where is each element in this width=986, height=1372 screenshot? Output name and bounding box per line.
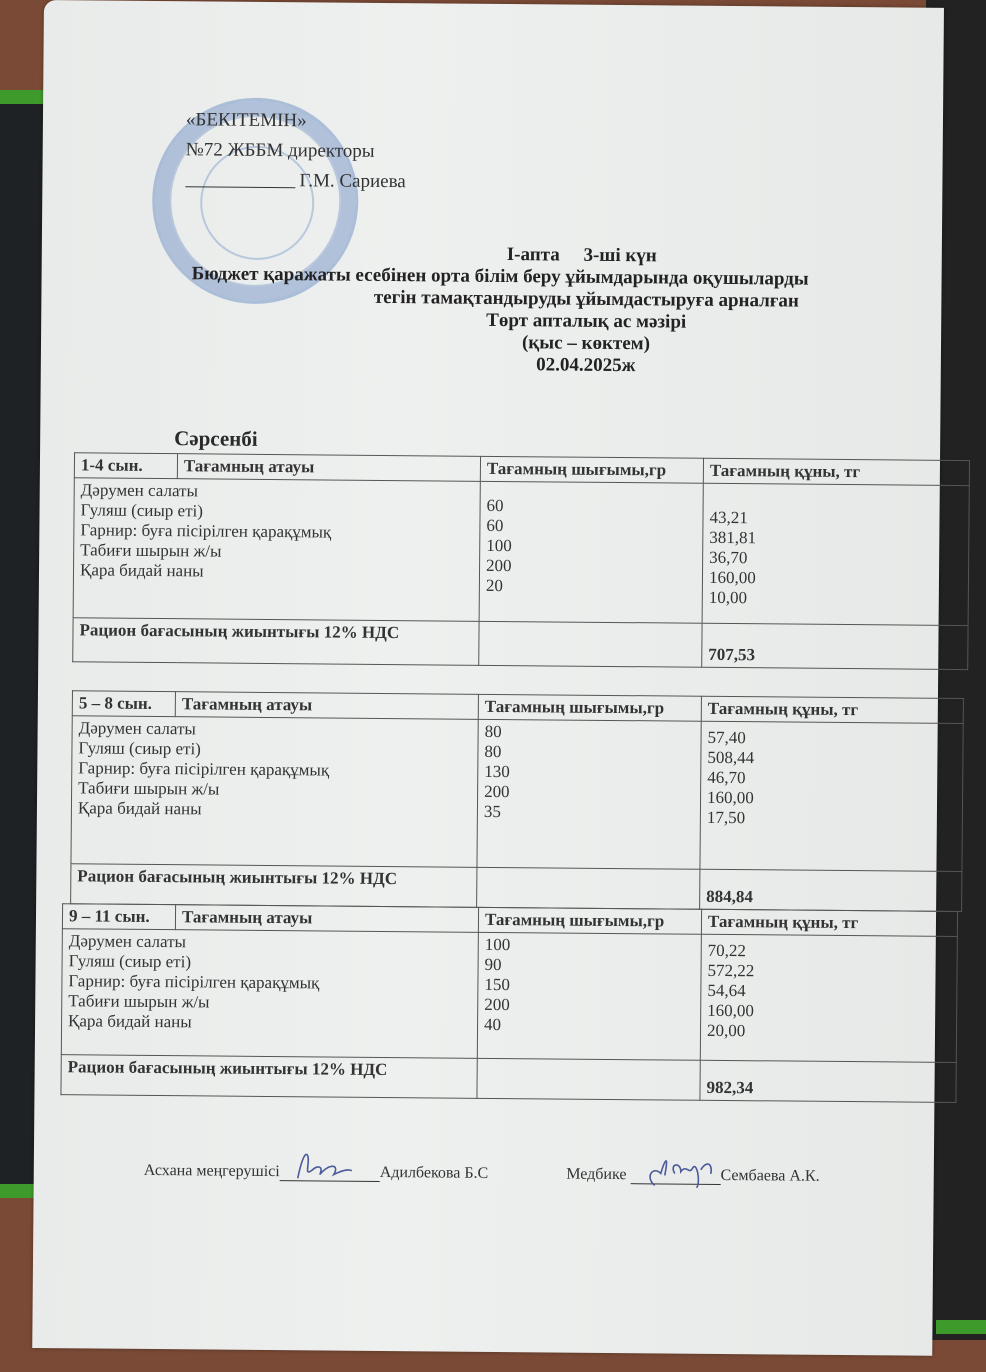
- menu-table-grades-1-4: [72, 452, 970, 670]
- grade-label: 5 – 8 сын.: [72, 691, 175, 717]
- background-mat-trim: [936, 1320, 986, 1334]
- dish-item: Қара бидай наны: [79, 560, 204, 581]
- yield-value: 200: [484, 781, 510, 802]
- dish-item: Табиғи шырын ж/ы: [80, 540, 222, 561]
- yield-value: 40: [483, 1014, 502, 1035]
- price-value: 381,81: [709, 527, 757, 548]
- dish-list: [73, 478, 480, 622]
- dish-item: Гарнир: буға пісірілген қарақұмық: [78, 758, 330, 780]
- price-value: 54,64: [707, 980, 746, 1001]
- day-number-label: 3-ші күн: [583, 244, 657, 267]
- yield-value: 60: [486, 495, 504, 516]
- signature-row: [144, 1161, 820, 1186]
- column-name-header: Тағамның атауы: [175, 692, 478, 720]
- price-value: 160,00: [706, 787, 754, 808]
- column-price-header: Тағамның құны, тг: [701, 696, 963, 723]
- total-value: 884,84: [700, 869, 962, 911]
- yield-value: 60: [486, 515, 504, 536]
- dish-item: Гуляш (сиыр еті): [78, 738, 201, 759]
- dish-item: Дәрумен салаты: [68, 931, 187, 952]
- approval-block: [185, 105, 406, 197]
- yield-list: [477, 719, 701, 869]
- menu-table-grades-9-11: [60, 903, 958, 1103]
- dish-item: Гуляш (сиыр еті): [80, 500, 204, 521]
- price-value: 36,70: [709, 547, 748, 568]
- dish-item: Гарнир: буға пісірілген қарақұмық: [68, 971, 320, 993]
- dish-item: Табиғи шырын ж/ы: [68, 991, 210, 1012]
- approval-name: Г.М. Сариева: [299, 170, 406, 193]
- column-price-header: Тағамның құны, тг: [701, 909, 957, 936]
- column-yield-header: Тағамның шығымы,гр: [480, 456, 703, 483]
- approval-position: №72 ЖББМ директоры: [185, 139, 375, 162]
- yield-value: 130: [484, 761, 510, 782]
- grade-label: 9 – 11 сын.: [62, 904, 175, 930]
- total-label: Рацион бағасының жиынтығы 12% НДС: [61, 1055, 477, 1099]
- medic-name: Сембаева А.К.: [720, 1166, 820, 1185]
- price-value: 572,22: [707, 960, 755, 981]
- column-yield-header: Тағамның шығымы,гр: [478, 694, 701, 721]
- dish-item: Дәрумен салаты: [80, 480, 199, 501]
- price-value: 46,70: [707, 767, 746, 788]
- total-label: Рацион бағасының жиынтығы 12% НДС: [71, 864, 477, 908]
- total-spacer: [477, 867, 700, 909]
- price-list: [700, 721, 963, 871]
- menu-title: Төрт апталық ас мәзірі: [486, 309, 687, 333]
- yield-value: 200: [484, 994, 510, 1015]
- price-value: 508,44: [707, 747, 755, 768]
- yield-value: 80: [484, 741, 502, 762]
- yield-value: 80: [484, 721, 502, 742]
- price-value: 57,40: [707, 727, 746, 748]
- total-value: 707,53: [702, 623, 968, 669]
- dish-item: Қара бидай наны: [68, 1011, 192, 1032]
- total-label: Рацион бағасының жиынтығы 12% НДС: [73, 618, 479, 666]
- price-value: 70,22: [707, 940, 747, 961]
- yield-value: 150: [484, 974, 511, 995]
- season-label: (қыс – көктем): [521, 332, 651, 355]
- column-name-header: Тағамның атауы: [175, 905, 478, 933]
- yield-value: 20: [485, 575, 503, 596]
- yield-list: [477, 932, 701, 1060]
- document-page: [32, 0, 944, 1356]
- week-label: І-апта: [506, 244, 560, 266]
- dish-list: [61, 929, 478, 1059]
- purpose-line-2: тегін тамақтандыруды ұйымдастыруға арналған: [373, 286, 799, 312]
- yield-value: 100: [486, 535, 512, 556]
- dish-item: Гарнир: буға пісірілген қарақұмық: [80, 520, 332, 542]
- price-value: 43,21: [709, 507, 748, 528]
- purpose-line-1: Бюджет қаражаты есебінен орта білім беру ұйымдарында оқушыларды: [191, 263, 809, 290]
- medic-label: Медбике: [566, 1165, 627, 1184]
- price-value: 17,50: [706, 807, 746, 828]
- canteen-signature-icon: [280, 1162, 380, 1182]
- price-value: 160,00: [707, 1000, 755, 1021]
- column-name-header: Тағамның атауы: [177, 454, 480, 482]
- column-price-header: Тағамның құны, тг: [703, 458, 969, 485]
- total-spacer: [477, 1058, 700, 1100]
- price-value: 160,00: [708, 567, 756, 588]
- approval-signature-line: [185, 186, 295, 188]
- column-yield-header: Тағамның шығымы,гр: [478, 907, 701, 934]
- day-of-week: Сәрсенбі: [174, 426, 258, 451]
- canteen-manager-name: Адилбекова Б.С: [379, 1163, 489, 1182]
- yield-list: [479, 481, 703, 623]
- yield-value: 90: [484, 954, 502, 975]
- dish-item: Табиғи шырын ж/ы: [78, 778, 220, 799]
- price-value: 10,00: [708, 587, 748, 608]
- yield-value: 35: [483, 801, 502, 822]
- medic-signature-icon: [630, 1165, 720, 1185]
- menu-date: 02.04.2025ж: [536, 354, 636, 377]
- yield-value: 100: [484, 934, 511, 955]
- approval-title: «БЕКІТЕМІН»: [185, 109, 307, 132]
- price-value: 20,00: [706, 1020, 746, 1041]
- dish-item: Дәрумен салаты: [78, 718, 196, 739]
- dish-list: [71, 716, 478, 868]
- yield-value: 200: [486, 555, 512, 576]
- price-list: [702, 483, 969, 625]
- dish-item: Гуляш (сиыр еті): [68, 951, 192, 972]
- menu-table-grades-5-8: [70, 690, 964, 912]
- document-header: [131, 241, 952, 380]
- grade-label: 1-4 сын.: [74, 453, 177, 479]
- canteen-manager-label: Асхана меңгерушісі: [143, 1161, 280, 1181]
- total-spacer: [479, 621, 702, 667]
- price-list: [700, 934, 957, 1062]
- total-value: 982,34: [700, 1060, 956, 1102]
- dish-item: Қара бидай наны: [77, 798, 202, 819]
